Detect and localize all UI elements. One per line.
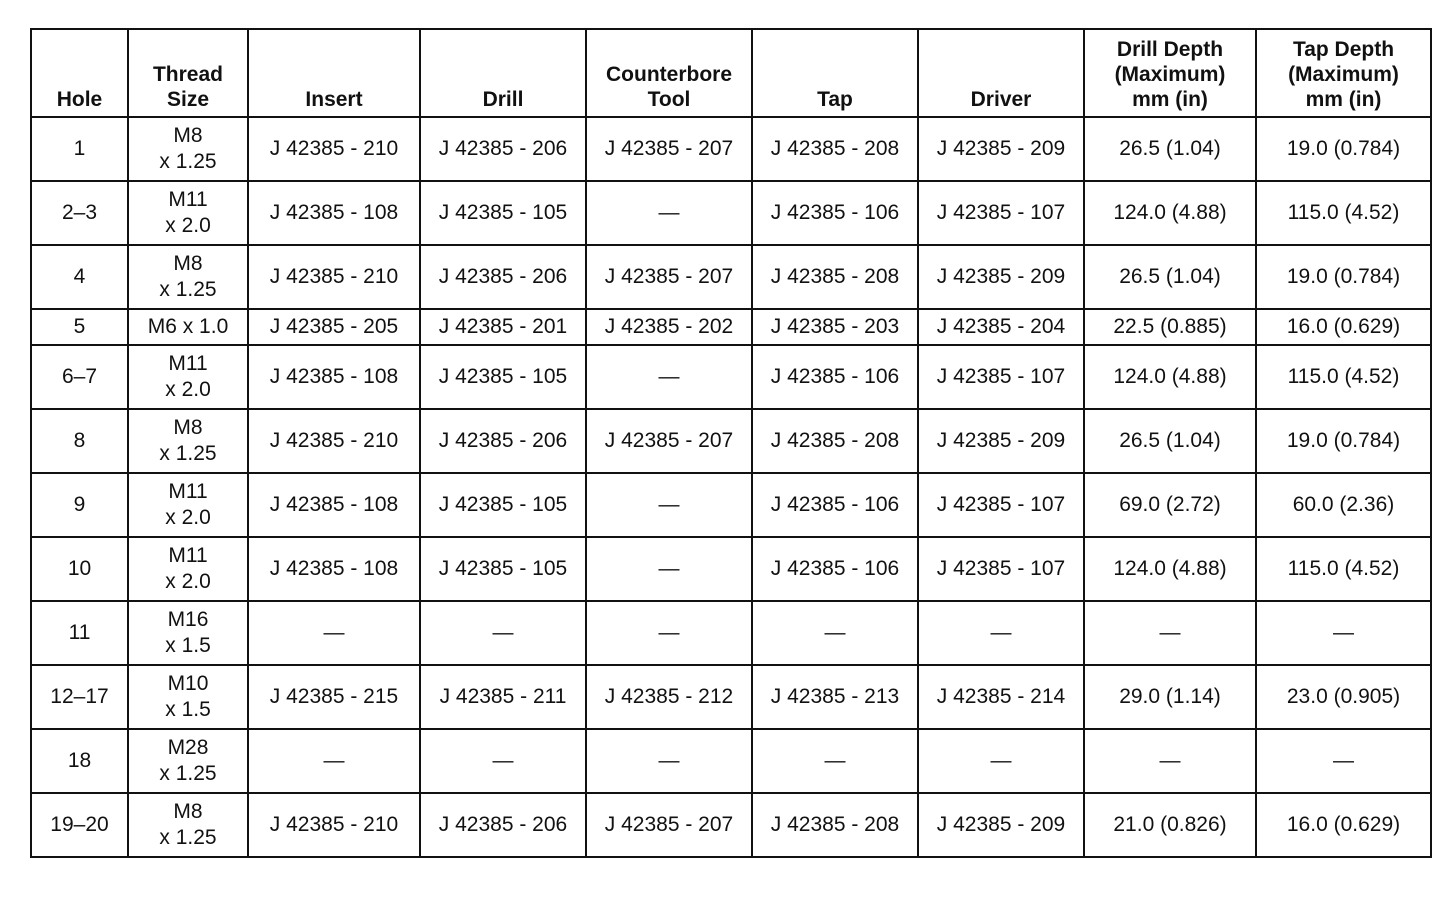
cell-drill-depth: 124.0 (4.88) <box>1084 181 1256 245</box>
header-tap-depth-line1: Tap Depth <box>1292 38 1395 61</box>
cell-tap: — <box>752 729 918 793</box>
cell-hole: 18 <box>31 729 128 793</box>
cell-drill: — <box>420 729 586 793</box>
thread-size-line: x 2.0 <box>165 378 211 401</box>
cell-drill: J 42385 - 105 <box>420 345 586 409</box>
thread-size-line: x 1.25 <box>159 826 217 849</box>
thread-repair-table <box>30 28 1432 858</box>
cell-tap-depth: 19.0 (0.784) <box>1256 409 1431 473</box>
cell-thread-size <box>128 181 248 245</box>
thread-size-line: x 2.0 <box>165 506 211 529</box>
header-tap <box>752 29 918 117</box>
header-drill-label: Drill <box>482 88 524 111</box>
cell-drill: J 42385 - 105 <box>420 181 586 245</box>
cell-tap: J 42385 - 208 <box>752 409 918 473</box>
thread-size-line: M11 <box>168 480 208 503</box>
table-row <box>31 601 1431 665</box>
cell-driver: J 42385 - 107 <box>918 473 1084 537</box>
cell-counterbore: — <box>586 473 752 537</box>
table-row <box>31 345 1431 409</box>
cell-thread-size <box>128 245 248 309</box>
header-insert-label: Insert <box>305 88 363 111</box>
table-row <box>31 665 1431 729</box>
cell-hole: 12–17 <box>31 665 128 729</box>
header-driver <box>918 29 1084 117</box>
cell-tap: J 42385 - 203 <box>752 309 918 345</box>
header-drill-depth-line2: (Maximum) <box>1114 63 1226 86</box>
header-tap-label: Tap <box>817 88 853 111</box>
cell-tap: J 42385 - 213 <box>752 665 918 729</box>
cell-drill: J 42385 - 105 <box>420 473 586 537</box>
cell-tap: J 42385 - 208 <box>752 245 918 309</box>
cell-insert: J 42385 - 108 <box>248 345 420 409</box>
cell-hole: 9 <box>31 473 128 537</box>
cell-thread-size <box>128 473 248 537</box>
cell-tap-depth: 115.0 (4.52) <box>1256 537 1431 601</box>
thread-size-line: M16 <box>167 608 209 631</box>
thread-size-line: x 1.5 <box>165 698 211 721</box>
cell-tap-depth: 19.0 (0.784) <box>1256 245 1431 309</box>
header-thread-line1: Thread <box>152 63 223 86</box>
cell-counterbore: — <box>586 601 752 665</box>
thread-size-line: M10 <box>167 672 209 695</box>
thread-size-line: x 2.0 <box>165 214 211 237</box>
cell-tap-depth: 115.0 (4.52) <box>1256 181 1431 245</box>
table-row <box>31 473 1431 537</box>
cell-drill: J 42385 - 201 <box>420 309 586 345</box>
cell-thread-size <box>128 665 248 729</box>
cell-insert: J 42385 - 215 <box>248 665 420 729</box>
thread-size-line: M28 <box>167 736 209 759</box>
cell-hole: 19–20 <box>31 793 128 857</box>
cell-insert: — <box>248 601 420 665</box>
cell-tap-depth: 19.0 (0.784) <box>1256 117 1431 181</box>
cell-tap-depth: — <box>1256 729 1431 793</box>
cell-tap-depth: 60.0 (2.36) <box>1256 473 1431 537</box>
cell-counterbore: — <box>586 537 752 601</box>
cell-driver: J 42385 - 209 <box>918 117 1084 181</box>
thread-size-line: M11 <box>168 544 208 567</box>
header-drill-depth <box>1084 29 1256 117</box>
thread-size-line: M11 <box>168 188 208 211</box>
cell-drill: J 42385 - 105 <box>420 537 586 601</box>
cell-thread-size <box>128 729 248 793</box>
cell-driver: J 42385 - 209 <box>918 793 1084 857</box>
cell-counterbore: — <box>586 345 752 409</box>
cell-counterbore: J 42385 - 207 <box>586 793 752 857</box>
cell-drill: J 42385 - 206 <box>420 409 586 473</box>
header-drill-depth-line3: mm (in) <box>1132 88 1208 111</box>
header-hole-label: Hole <box>56 88 103 111</box>
header-drill <box>420 29 586 117</box>
cell-drill-depth: 22.5 (0.885) <box>1084 309 1256 345</box>
cell-insert: J 42385 - 210 <box>248 409 420 473</box>
header-thread-size <box>128 29 248 117</box>
cell-tap-depth: — <box>1256 601 1431 665</box>
thread-size-line: M8 <box>173 800 203 823</box>
cell-drill-depth: 26.5 (1.04) <box>1084 409 1256 473</box>
cell-driver: J 42385 - 209 <box>918 409 1084 473</box>
table-row <box>31 117 1431 181</box>
cell-tap: — <box>752 601 918 665</box>
header-driver-label: Driver <box>970 88 1032 111</box>
table-row <box>31 729 1431 793</box>
cell-drill: — <box>420 601 586 665</box>
cell-thread-size <box>128 345 248 409</box>
table-row <box>31 245 1431 309</box>
header-insert <box>248 29 420 117</box>
cell-hole: 8 <box>31 409 128 473</box>
cell-counterbore: J 42385 - 207 <box>586 409 752 473</box>
table-row <box>31 309 1431 345</box>
table-row <box>31 409 1431 473</box>
thread-size-line: x 1.5 <box>165 634 211 657</box>
cell-hole: 11 <box>31 601 128 665</box>
cell-drill-depth: 26.5 (1.04) <box>1084 117 1256 181</box>
thread-size-line: x 1.25 <box>159 442 217 465</box>
thread-size-line: M8 <box>173 124 203 147</box>
cell-hole: 4 <box>31 245 128 309</box>
cell-drill: J 42385 - 211 <box>420 665 586 729</box>
cell-counterbore: J 42385 - 212 <box>586 665 752 729</box>
header-hole <box>31 29 128 117</box>
cell-hole: 10 <box>31 537 128 601</box>
table-row <box>31 181 1431 245</box>
thread-size-line: x 2.0 <box>165 570 211 593</box>
thread-size-line: x 1.25 <box>159 278 217 301</box>
cell-counterbore: — <box>586 181 752 245</box>
cell-tap: J 42385 - 106 <box>752 473 918 537</box>
cell-drill: J 42385 - 206 <box>420 793 586 857</box>
cell-driver: J 42385 - 107 <box>918 181 1084 245</box>
header-drill-depth-line1: Drill Depth <box>1116 38 1224 61</box>
cell-tap-depth: 23.0 (0.905) <box>1256 665 1431 729</box>
cell-thread-size <box>128 537 248 601</box>
cell-thread-size <box>128 409 248 473</box>
thread-size-line: x 1.25 <box>159 150 217 173</box>
cell-driver: J 42385 - 204 <box>918 309 1084 345</box>
cell-driver: J 42385 - 107 <box>918 345 1084 409</box>
cell-insert: J 42385 - 108 <box>248 181 420 245</box>
cell-tap-depth: 16.0 (0.629) <box>1256 793 1431 857</box>
thread-size-line: M8 <box>173 252 203 275</box>
cell-thread-size <box>128 601 248 665</box>
cell-tap: J 42385 - 106 <box>752 345 918 409</box>
cell-drill-depth: — <box>1084 601 1256 665</box>
cell-tap: J 42385 - 106 <box>752 537 918 601</box>
thread-size-line: M6 x 1.0 <box>147 315 229 338</box>
table-row <box>31 537 1431 601</box>
cell-insert: J 42385 - 205 <box>248 309 420 345</box>
cell-drill-depth: 124.0 (4.88) <box>1084 537 1256 601</box>
cell-counterbore: J 42385 - 207 <box>586 245 752 309</box>
cell-insert: J 42385 - 108 <box>248 473 420 537</box>
cell-insert: J 42385 - 210 <box>248 793 420 857</box>
cell-drill: J 42385 - 206 <box>420 117 586 181</box>
cell-driver: J 42385 - 209 <box>918 245 1084 309</box>
cell-counterbore: J 42385 - 207 <box>586 117 752 181</box>
cell-drill-depth: 29.0 (1.14) <box>1084 665 1256 729</box>
thread-size-line: M8 <box>173 416 203 439</box>
cell-tap-depth: 115.0 (4.52) <box>1256 345 1431 409</box>
cell-tap: J 42385 - 208 <box>752 793 918 857</box>
cell-drill-depth: 69.0 (2.72) <box>1084 473 1256 537</box>
header-tap-depth-line2: (Maximum) <box>1288 63 1399 86</box>
header-row <box>31 29 1431 117</box>
cell-insert: J 42385 - 210 <box>248 117 420 181</box>
table-row <box>31 793 1431 857</box>
cell-counterbore: J 42385 - 202 <box>586 309 752 345</box>
cell-driver: — <box>918 729 1084 793</box>
header-counterbore-tool <box>586 29 752 117</box>
table-body <box>31 117 1431 857</box>
cell-drill-depth: 26.5 (1.04) <box>1084 245 1256 309</box>
cell-insert: J 42385 - 108 <box>248 537 420 601</box>
cell-hole: 5 <box>31 309 128 345</box>
cell-tap: J 42385 - 208 <box>752 117 918 181</box>
cell-insert: J 42385 - 210 <box>248 245 420 309</box>
header-tap-depth <box>1256 29 1431 117</box>
cell-thread-size <box>128 117 248 181</box>
cell-hole: 1 <box>31 117 128 181</box>
header-counterbore-line2: Tool <box>647 88 691 111</box>
thread-size-line: M11 <box>168 352 208 375</box>
cell-driver: — <box>918 601 1084 665</box>
header-tap-depth-line3: mm (in) <box>1305 88 1382 111</box>
cell-counterbore: — <box>586 729 752 793</box>
cell-thread-size <box>128 793 248 857</box>
cell-tap: J 42385 - 106 <box>752 181 918 245</box>
cell-drill-depth: — <box>1084 729 1256 793</box>
cell-drill-depth: 124.0 (4.88) <box>1084 345 1256 409</box>
cell-driver: J 42385 - 107 <box>918 537 1084 601</box>
cell-tap-depth: 16.0 (0.629) <box>1256 309 1431 345</box>
cell-driver: J 42385 - 214 <box>918 665 1084 729</box>
cell-hole: 6–7 <box>31 345 128 409</box>
header-counterbore-line1: Counterbore <box>606 63 732 86</box>
cell-drill-depth: 21.0 (0.826) <box>1084 793 1256 857</box>
cell-hole: 2–3 <box>31 181 128 245</box>
thread-size-line: x 1.25 <box>159 762 217 785</box>
cell-drill: J 42385 - 206 <box>420 245 586 309</box>
cell-thread-size <box>128 309 248 345</box>
cell-insert: — <box>248 729 420 793</box>
header-thread-line2: Size <box>166 88 210 111</box>
